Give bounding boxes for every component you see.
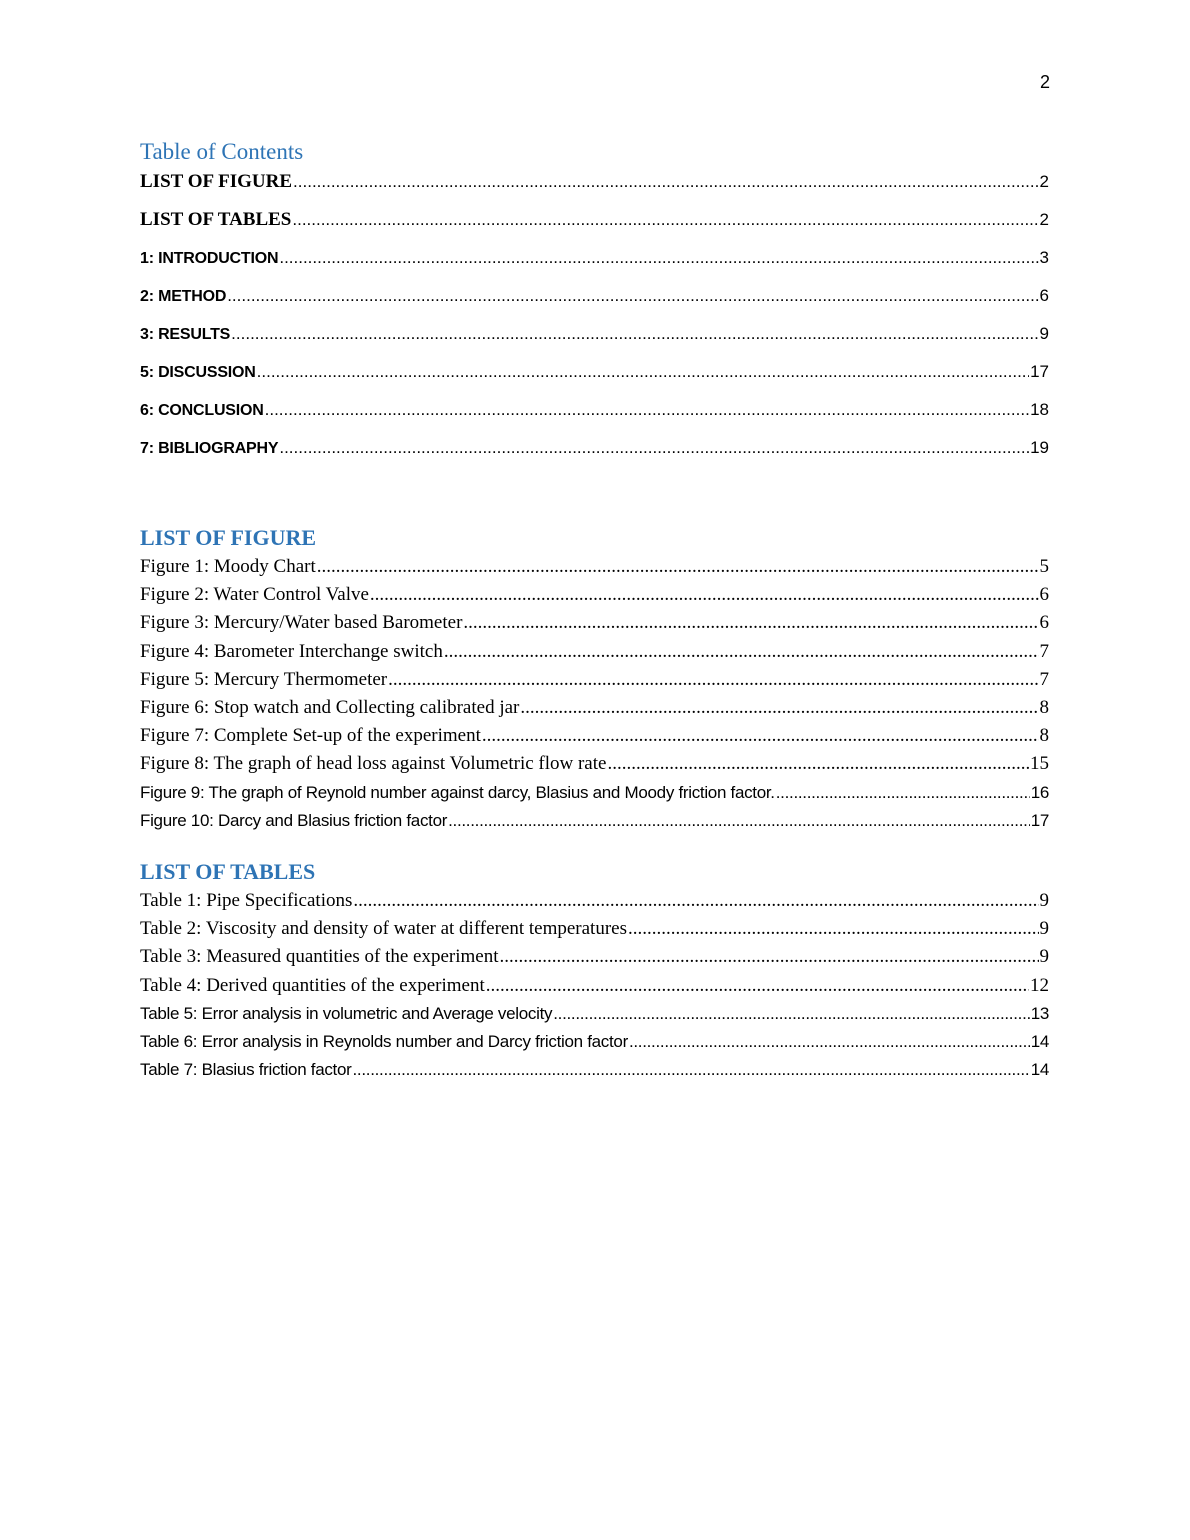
figure-entry[interactable] [140, 609, 1049, 637]
toc-entry[interactable] [140, 436, 1049, 474]
entry-page-number: 3 [1039, 248, 1049, 267]
entry-page-number: 7 [1039, 668, 1049, 690]
entry-page-number: 19 [1030, 438, 1049, 457]
entry-label: Figure 10: Darcy and Blasius friction factor [140, 810, 448, 830]
list-of-figures-heading: LIST OF FIGURE [140, 525, 317, 550]
figure-entry[interactable] [140, 750, 1049, 778]
dot-leader [500, 943, 1039, 971]
entry-label: Table 5: Error analysis in volumetric and Average velocity [140, 1003, 553, 1023]
toc-entry[interactable] [140, 398, 1049, 436]
dot-leader [520, 694, 1038, 722]
entry-label: Figure 3: Mercury/Water based Barometer [140, 612, 463, 634]
toc-entry[interactable] [140, 322, 1049, 360]
entry-label: Figure 5: Mercury Thermometer [140, 668, 388, 690]
entry-label: 5: DISCUSSION [140, 364, 256, 381]
figure-entry[interactable] [140, 807, 1049, 835]
toc-entry[interactable] [140, 284, 1049, 322]
table-entry[interactable] [140, 915, 1049, 943]
dot-leader [292, 208, 1038, 232]
dot-leader [628, 915, 1039, 943]
entry-page-number: 9 [1039, 890, 1049, 911]
entry-page-number: 5 [1039, 556, 1049, 577]
entry-page-number: 9 [1039, 918, 1049, 940]
figure-entry[interactable] [140, 553, 1049, 581]
dot-leader [293, 170, 1038, 194]
entry-label: Table 4: Derived quantities of the experiment [140, 974, 485, 996]
entry-label: Figure 1: Moody Chart [140, 556, 316, 577]
entry-label: Table 6: Error analysis in Reynolds number and Darcy friction factor [140, 1031, 628, 1051]
toc-entry[interactable] [140, 246, 1049, 284]
entry-page-number: 8 [1039, 696, 1049, 718]
entry-label: Table 3: Measured quantities of the experiment [140, 946, 499, 968]
entry-page-number: 18 [1030, 400, 1049, 419]
table-entry[interactable] [140, 1028, 1049, 1056]
entry-page-number: 7 [1039, 640, 1049, 662]
figure-entry[interactable] [140, 666, 1049, 694]
entry-page-number: 9 [1039, 946, 1049, 968]
dot-leader [231, 322, 1038, 346]
entry-label: LIST OF FIGURE [140, 171, 293, 192]
dot-leader [353, 887, 1038, 915]
dot-leader [388, 666, 1038, 694]
entry-label: Figure 2: Water Control Valve [140, 584, 369, 606]
dot-leader [776, 779, 1030, 807]
list-of-tables-section [140, 858, 1049, 1084]
figure-list [140, 553, 1049, 835]
table-of-contents [140, 170, 1049, 474]
figure-entry[interactable] [140, 581, 1049, 609]
figure-entry[interactable] [140, 638, 1049, 666]
dot-leader [265, 398, 1029, 422]
figure-entry[interactable] [140, 722, 1049, 750]
entry-label: Table 7: Blasius friction factor [140, 1060, 352, 1080]
entry-label: Table 1: Pipe Specifications [140, 890, 353, 911]
page-number: 2 [1039, 72, 1050, 92]
dot-leader [227, 284, 1038, 308]
entry-page-number: 14 [1030, 1031, 1049, 1051]
dot-leader [317, 553, 1039, 581]
entry-page-number: 6 [1039, 286, 1049, 305]
dot-leader [629, 1028, 1030, 1056]
dot-leader [607, 750, 1029, 778]
entry-page-number: 2 [1039, 172, 1049, 191]
entry-page-number: 8 [1039, 725, 1049, 747]
entry-page-number: 9 [1039, 324, 1049, 343]
table-entry[interactable] [140, 1056, 1049, 1084]
entry-label: Figure 9: The graph of Reynold number against darcy, Blasius and Moody friction factor. [140, 782, 775, 802]
entry-label: 2: METHOD [140, 288, 227, 305]
entry-page-number: 15 [1030, 753, 1049, 775]
entry-page-number: 17 [1030, 810, 1049, 830]
dot-leader [463, 609, 1038, 637]
dot-leader [353, 1056, 1030, 1084]
dot-leader [553, 1000, 1029, 1028]
entry-label: Figure 4: Barometer Interchange switch [140, 640, 443, 662]
entry-label: Figure 7: Complete Set-up of the experiment [140, 725, 481, 747]
figure-entry[interactable] [140, 779, 1049, 807]
entry-page-number: 12 [1030, 974, 1049, 996]
figure-entry[interactable] [140, 694, 1049, 722]
entry-page-number: 2 [1039, 210, 1049, 229]
entry-page-number: 13 [1030, 1003, 1049, 1023]
dot-leader [482, 722, 1039, 750]
dot-leader [486, 972, 1029, 1000]
dot-leader [257, 360, 1029, 384]
entry-page-number: 14 [1030, 1060, 1049, 1080]
entry-label: Figure 6: Stop watch and Collecting calibrated jar [140, 696, 520, 718]
dot-leader [370, 581, 1039, 609]
list-of-figures-section [140, 524, 1049, 835]
entry-page-number: 16 [1030, 782, 1049, 802]
table-entry[interactable] [140, 1000, 1049, 1028]
table-list [140, 887, 1049, 1084]
dot-leader [444, 638, 1039, 666]
list-of-tables-heading: LIST OF TABLES [140, 859, 316, 884]
entry-label: 7: BIBLIOGRAPHY [140, 440, 279, 457]
toc-entry[interactable] [140, 208, 1049, 246]
entry-label: 1: INTRODUCTION [140, 250, 279, 267]
entry-label: LIST OF TABLES [140, 209, 292, 230]
table-entry[interactable] [140, 972, 1049, 1000]
entry-label: 6: CONCLUSION [140, 402, 264, 419]
dot-leader [279, 436, 1029, 460]
entry-label: Figure 8: The graph of head loss against Volumetric flow rate [140, 753, 607, 775]
entry-page-number: 17 [1030, 362, 1049, 381]
table-entry[interactable] [140, 943, 1049, 971]
entry-label: Table 2: Viscosity and density of water at different temperatures [140, 918, 627, 940]
dot-leader [279, 246, 1038, 270]
entry-label: 3: RESULTS [140, 326, 231, 343]
dot-leader [448, 807, 1030, 835]
toc-entry[interactable] [140, 360, 1049, 398]
toc-entry[interactable] [140, 170, 1049, 208]
table-entry[interactable] [140, 887, 1049, 915]
toc-title: Table of Contents [140, 139, 304, 164]
entry-page-number: 6 [1039, 584, 1049, 606]
entry-page-number: 6 [1039, 612, 1049, 634]
